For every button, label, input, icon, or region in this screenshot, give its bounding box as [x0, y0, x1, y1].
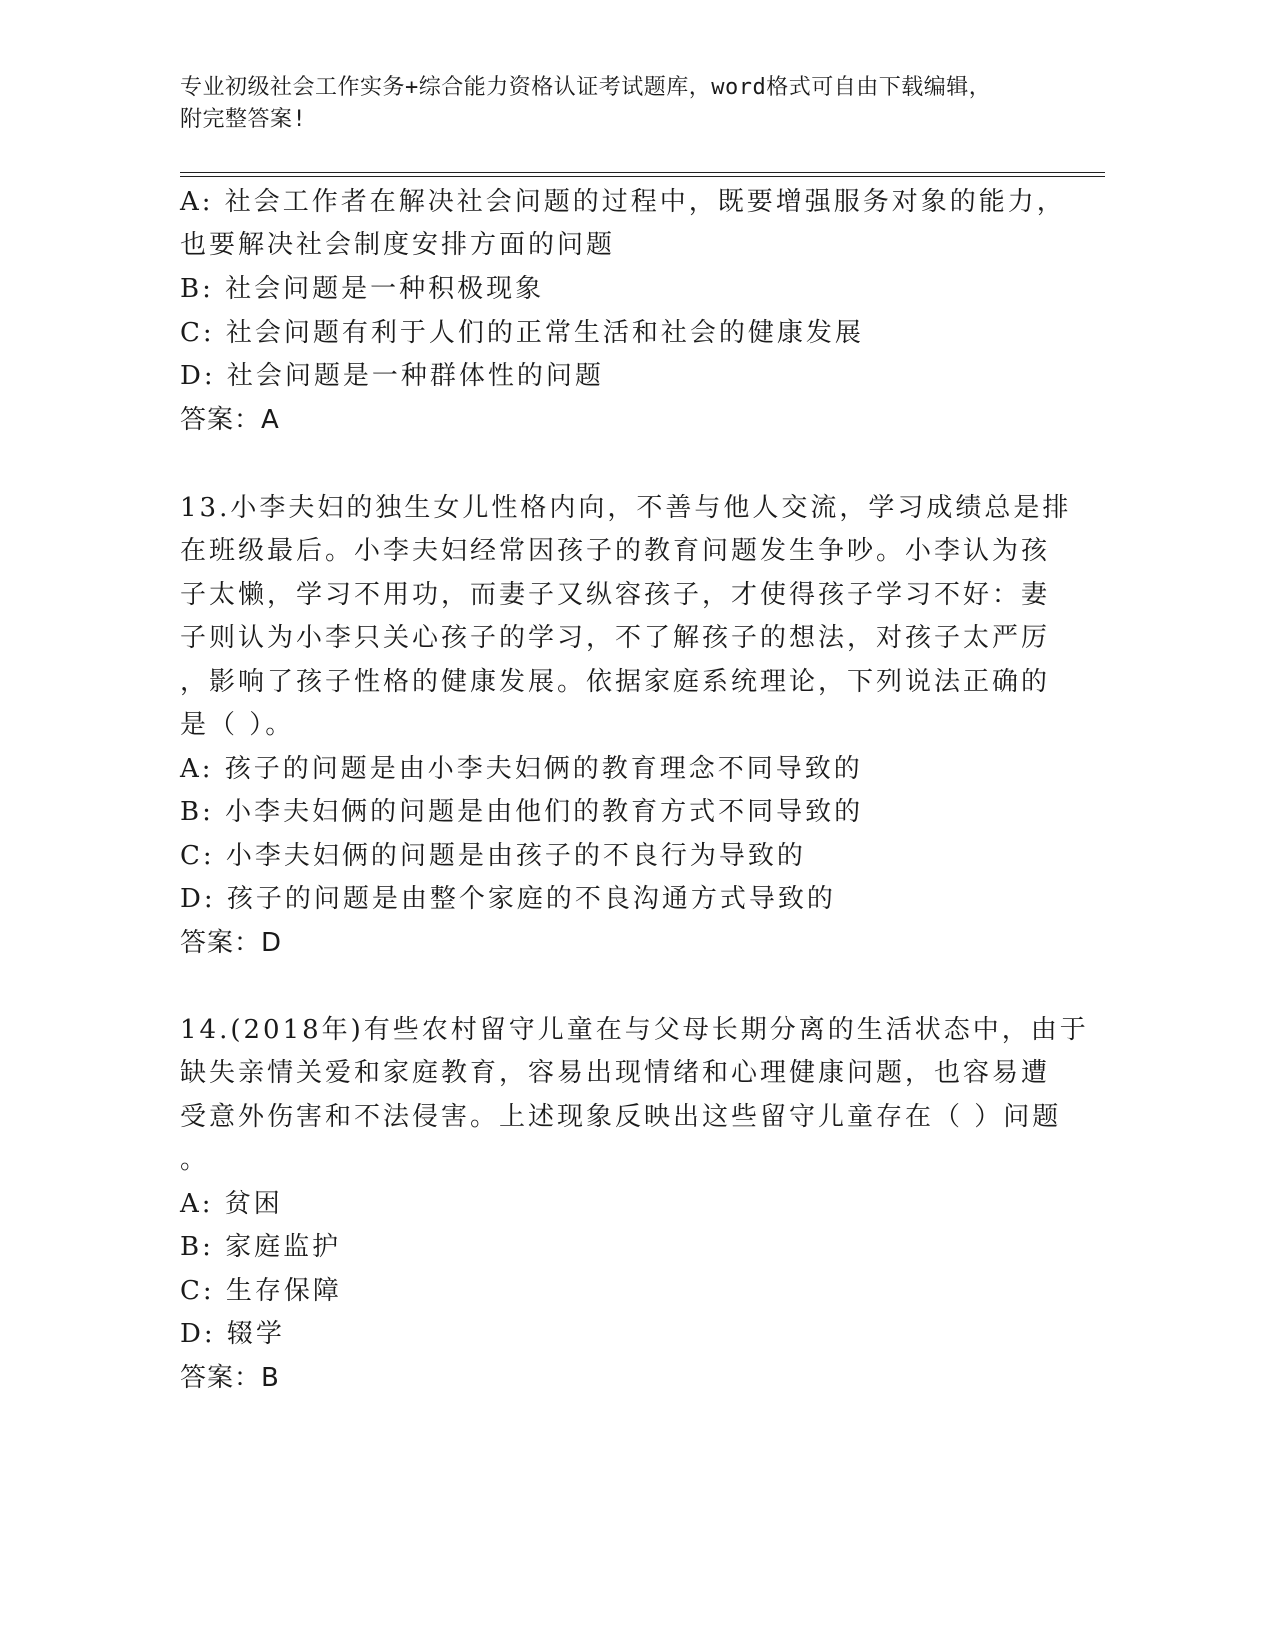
q13-answer: 答案：D — [180, 928, 283, 958]
header-line-1: 专业初级社会工作实务+综合能力资格认证考试题库，word格式可自由下载编辑， — [180, 75, 992, 100]
q13-option-b: B: 小李夫妇俩的问题是由他们的教育方式不同导致的 — [180, 797, 864, 827]
q14-option-b: B: 家庭监护 — [180, 1232, 342, 1262]
q13-stem-line-4: 子则认为小李只关心孩子的学习，不了解孩子的想法，对孩子太严厉 — [180, 623, 1051, 653]
q12-option-a-line-1: A: 社会工作者在解决社会问题的过程中，既要增强服务对象的能力， — [180, 187, 1066, 217]
q12-option-a-line-2: 也要解决社会制度安排方面的问题 — [180, 230, 616, 260]
q14-stem-line-3: 受意外伤害和不法侵害。上述现象反映出这些留守儿童存在（ ）问题 — [180, 1102, 1062, 1132]
q14-option-a: A: 贫困 — [180, 1189, 283, 1219]
q14-stem-line-1: 14.(2018年)有些农村留守儿童在与父母长期分离的生活状态中，由于 — [180, 1015, 1089, 1045]
q13-stem-line-1: 13.小李夫妇的独生女儿性格内向，不善与他人交流，学习成绩总是排 — [180, 493, 1072, 523]
document-header — [180, 72, 1080, 136]
q13-stem-line-6: 是（ ）。 — [180, 710, 295, 740]
q13-option-c: C: 小李夫妇俩的问题是由孩子的不良行为导致的 — [180, 841, 806, 871]
q12-option-b: B: 社会问题是一种积极现象 — [180, 274, 545, 304]
q13-option-a: A: 孩子的问题是由小李夫妇俩的教育理念不同导致的 — [180, 754, 863, 784]
q14-option-d: D: 辍学 — [180, 1319, 285, 1349]
q13-stem-line-5: ，影响了孩子性格的健康发展。依据家庭系统理论，下列说法正确的 — [180, 667, 1051, 697]
q13-option-d: D: 孩子的问题是由整个家庭的不良沟通方式导致的 — [180, 884, 836, 914]
q14-stem-line-2: 缺失亲情关爱和家庭教育，容易出现情绪和心理健康问题，也容易遭 — [180, 1058, 1051, 1088]
q14-stem-line-4: 。 — [180, 1145, 210, 1175]
q14-option-c: C: 生存保障 — [180, 1276, 342, 1306]
header-divider-top — [180, 172, 1105, 173]
q12-option-c: C: 社会问题有利于人们的正常生活和社会的健康发展 — [180, 318, 864, 348]
q13-stem-line-3: 子太懒，学习不用功，而妻子又纵容孩子，才使得孩子学习不好：妻 — [180, 580, 1051, 610]
q14-answer: 答案：B — [180, 1363, 280, 1393]
q13-stem-line-2: 在班级最后。小李夫妇经常因孩子的教育问题发生争吵。小李认为孩 — [180, 536, 1051, 566]
header-line-2: 附完整答案! — [180, 107, 307, 132]
q12-answer: 答案：A — [180, 405, 280, 435]
q12-option-d: D: 社会问题是一种群体性的问题 — [180, 361, 604, 391]
header-divider-bottom — [180, 176, 1105, 177]
